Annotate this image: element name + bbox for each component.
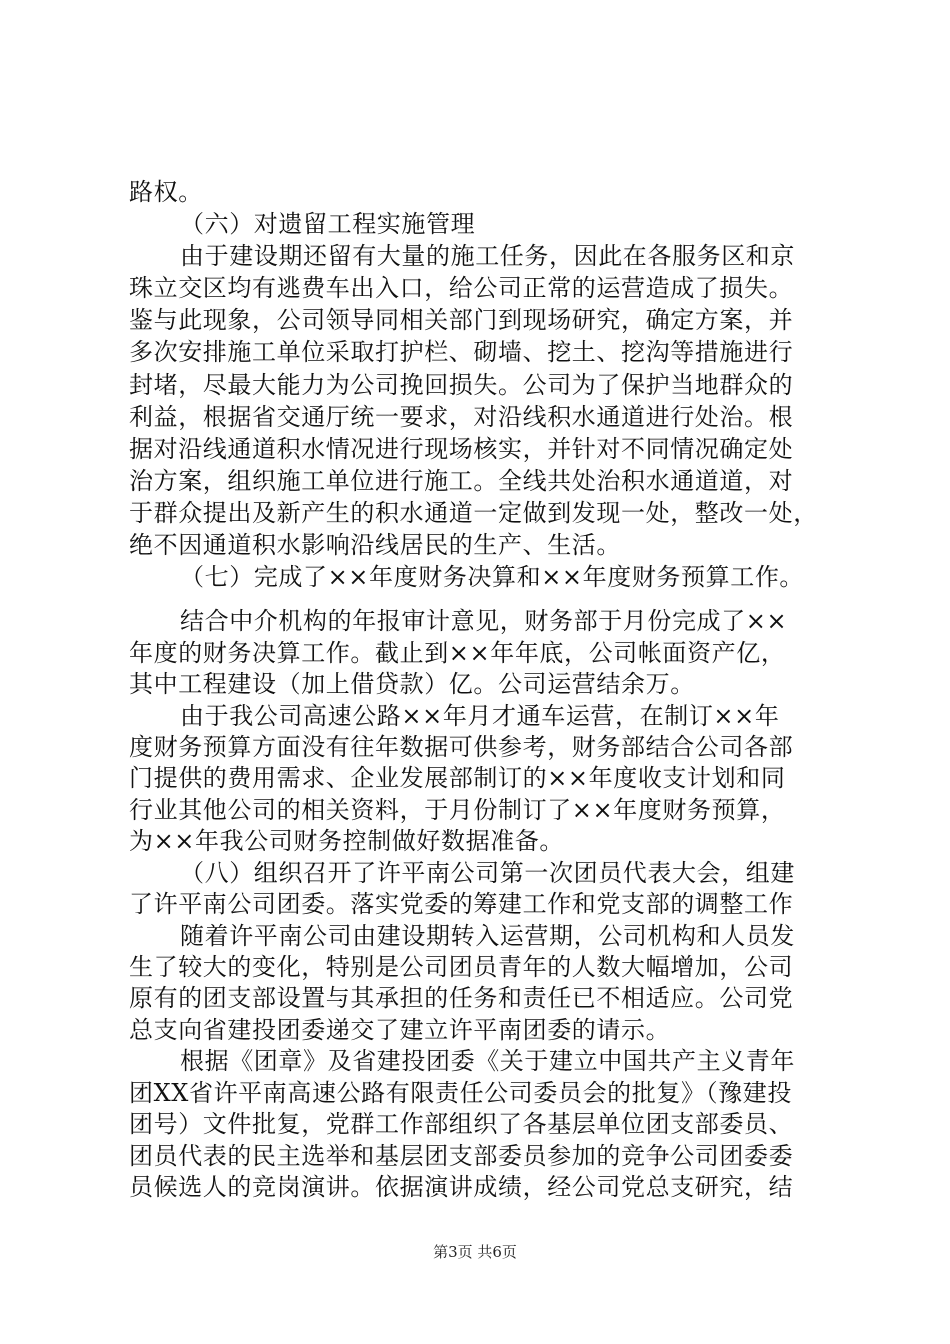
body-line: 珠立交区均有逃费车出入口，给公司正常的运营造成了损失。 (129, 274, 794, 302)
body-line: 原有的团支部设置与其承担的任务和责任已不相适应。公司党 (129, 984, 794, 1012)
body-line: 团员代表的民主选举和基层团支部委员参加的竞争公司团委委 (129, 1142, 794, 1170)
body-line: 路权。 (129, 178, 203, 206)
body-line: 团号）文件批复，党群工作部组织了各基层单位团支部委员、 (129, 1110, 794, 1138)
body-line: 由于我公司高速公路××年月才通车运营，在制订××年 (180, 702, 780, 730)
body-line: 由于建设期还留有大量的施工任务，因此在各服务区和京 (180, 242, 795, 270)
page-footer (0, 1242, 950, 1262)
section-heading: （八）组织召开了许平南公司第一次团员代表大会，组建 (180, 859, 795, 887)
body-line: 为××年我公司财务控制做好数据准备。 (129, 827, 565, 855)
section-heading: 了许平南公司团委。落实党委的筹建工作和党支部的调整工作 (129, 890, 794, 918)
body-line: 鉴与此现象，公司领导同相关部门到现场研究，确定方案，并 (129, 306, 794, 334)
body-line-last: 员候选人的竞岗演讲。依据演讲成绩，经公司党总支研究，结 (129, 1173, 794, 1201)
section-heading: （六）对遗留工程实施管理 (180, 210, 476, 238)
section-heading: （七）完成了××年度财务决算和××年度财务预算工作。 (180, 563, 805, 591)
body-line: 于群众提出及新产生的积水通道一定做到发现一处，整改一处， (129, 499, 818, 527)
body-line: 利益，根据省交通厅统一要求，对沿线积水通道进行处治。根 (129, 403, 794, 431)
body-line: 年度的财务决算工作。截止到××年年底，公司帐面资产亿， (129, 639, 786, 667)
body-line: 绝不因通道积水影响沿线居民的生产、生活。 (129, 531, 621, 559)
body-line: 结合中介机构的年报审计意见，财务部于月份完成了×× (180, 607, 788, 635)
body-line: 生了较大的变化，特别是公司团员青年的人数大幅增加，公司 (129, 953, 794, 981)
body-line: 随着许平南公司由建设期转入运营期，公司机构和人员发 (180, 922, 795, 950)
body-line: 治方案，组织施工单位进行施工。全线共处治积水通道道，对 (129, 467, 794, 495)
page-number-label: 第3页 共6页 (433, 1243, 517, 1261)
body-line: 封堵，尽最大能力为公司挽回损失。公司为了保护当地群众的 (129, 371, 794, 399)
body-line: 团XX省许平南高速公路有限责任公司委员会的批复》（豫建投 (129, 1079, 792, 1107)
body-line: 据对沿线通道积水情况进行现场核实，并针对不同情况确定处 (129, 435, 794, 463)
body-line: 行业其他公司的相关资料，于月份制订了××年度财务预算， (129, 796, 786, 824)
body-line: 多次安排施工单位采取打护栏、砌墙、挖土、挖沟等措施进行 (129, 338, 794, 366)
body-line: 门提供的费用需求、企业发展部制订的××年度收支计划和同 (129, 764, 786, 792)
body-line: 度财务预算方面没有往年数据可供参考，财务部结合公司各部 (129, 733, 794, 761)
body-line: 根据《团章》及省建投团委《关于建立中国共产主义青年 (180, 1047, 795, 1075)
body-line: 其中工程建设（加上借贷款）亿。公司运营结余万。 (129, 670, 695, 698)
body-line: 总支向省建投团委递交了建立许平南团委的请示。 (129, 1016, 671, 1044)
